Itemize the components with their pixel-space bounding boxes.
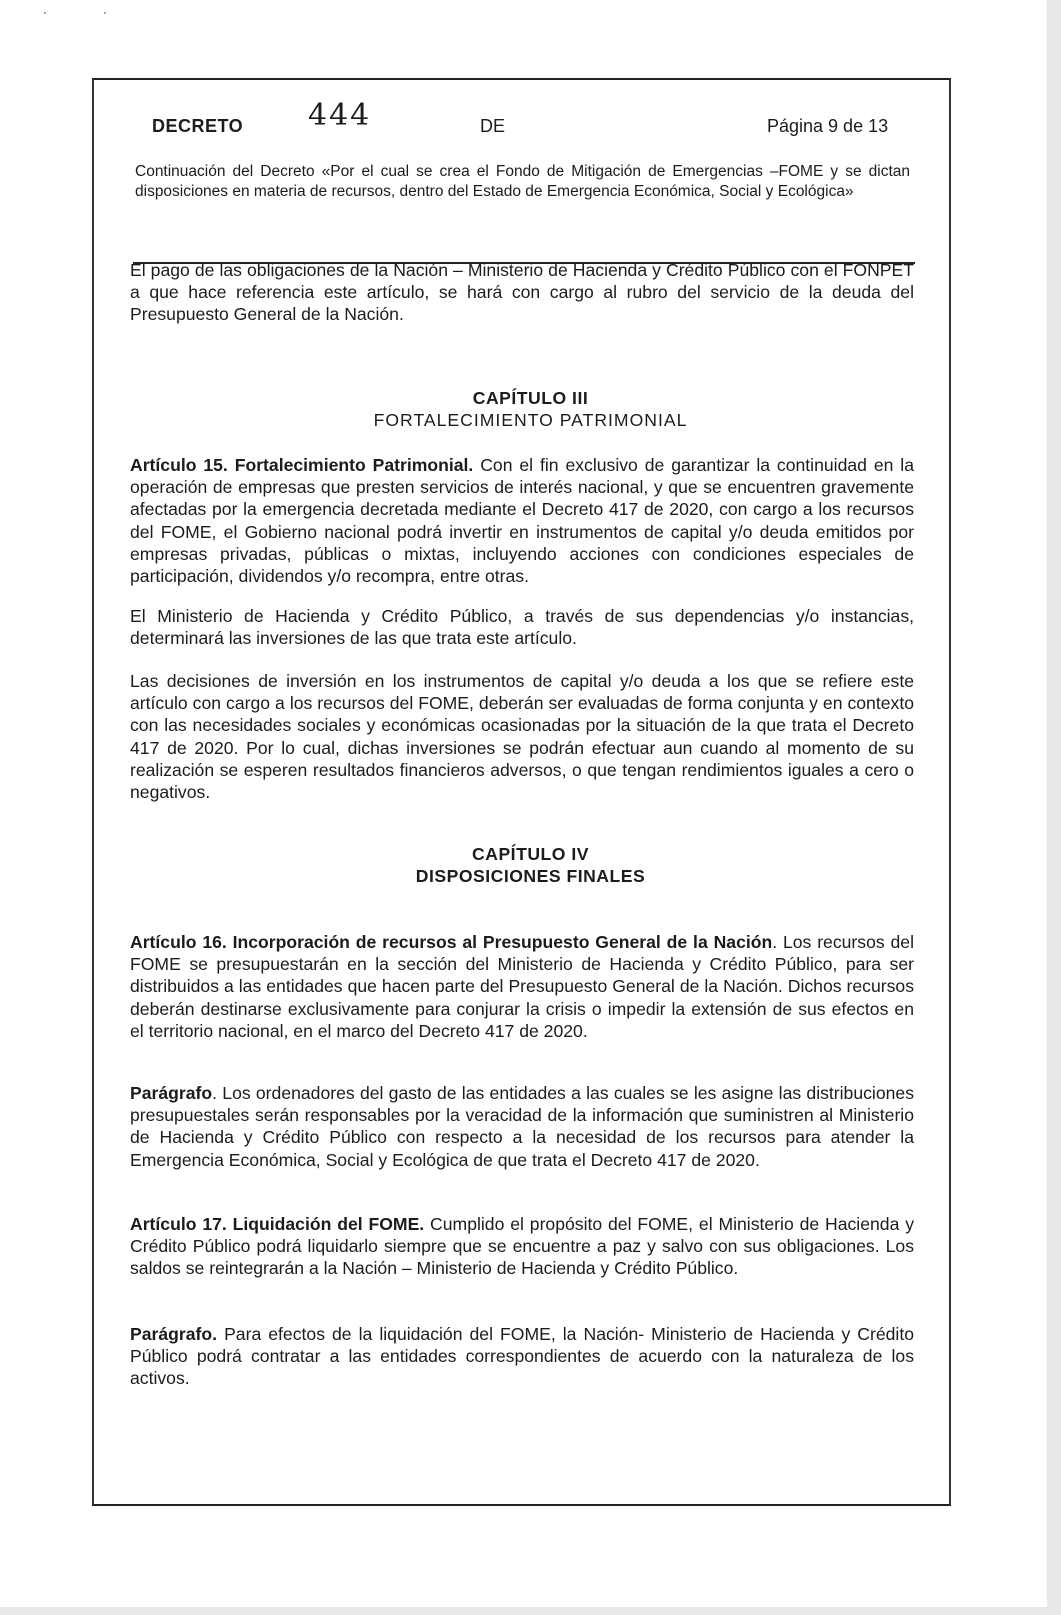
chapter-4-heading [0, 843, 1061, 887]
article-17-body: Cumplido el propósito del FOME, el Ministerio de Hacienda y Crédito Público podrá liquidarlo siempre que se encuentre a paz y salvo con sus obligaciones. Los saldos se reintegrarán a la Nación – Ministerio de Hacienda y Crédito Público. [130, 1214, 915, 1279]
page-number: Página 9 de 13 [767, 116, 889, 136]
article-17-heading: Artículo 17. Liquidación del FOME. [130, 1214, 425, 1234]
decree-header [0, 98, 1061, 142]
chapter-3-name: FORTALECIMIENTO PATRIMONIAL [373, 410, 688, 430]
article-15 [130, 454, 914, 587]
article-15-heading: Artículo 15. Fortalecimiento Patrimonial. [130, 455, 474, 475]
paragrafo-17-body: Para efectos de la liquidación del FOME, la Nación- Ministerio de Hacienda y Crédito Público podrá contratar a las entidades correspondientes de acuerdo con la naturaleza de los activos. [130, 1324, 914, 1389]
scan-speck [44, 12, 46, 14]
article-16-body: . Los recursos del FOME se presupuestarán en la sección del Ministerio de Hacienda y Crédito Público, para ser distribuidos a las entidades que hacen parte del Presupuesto General de la Nación. Dichos recursos deberán destinarse exclusivamente para conjurar la crisis o impedir la extensión de sus efectos en el territorio nacional, en el marco del Decreto 417 de 2020. [130, 932, 914, 1041]
scan-bottom-edge [0, 1607, 1061, 1615]
paragrafo-16 [130, 1082, 914, 1171]
chapter-3-heading [0, 387, 1061, 431]
chapter-4-name: DISPOSICIONES FINALES [415, 866, 646, 886]
scan-speck [104, 12, 106, 14]
scan-right-edge [1047, 0, 1061, 1615]
paragrafo-16-heading: Parágrafo [130, 1083, 213, 1103]
article-16-heading: Artículo 16. Incorporación de recursos al Presupuesto General de la Nación [130, 932, 773, 952]
article-17 [130, 1213, 914, 1280]
paragrafo-17 [130, 1323, 914, 1390]
decree-label: DECRETO [152, 116, 244, 136]
intro-paragraph: El pago de las obligaciones de la Nación – Ministerio de Hacienda y Crédito Público con el FONPET a que hace referencia este artículo, se hará con cargo al rubro del servicio de la deuda del Presupuesto General de la Nación. [130, 260, 914, 325]
paragrafo-16-body: . Los ordenadores del gasto de las entidades a las cuales se les asigne las distribuciones presupuestales serán responsables por la veracidad de la información que suministren al Ministerio de Hacienda y Crédito Público con respecto a la necesidad de los recursos para atender la Emergencia Económica, Social y Ecológica de que trata el Decreto 417 de 2020. [130, 1083, 914, 1170]
article-16 [130, 931, 914, 1042]
chapter-4-number: CAPÍTULO IV [472, 844, 589, 864]
article-15-body: Con el fin exclusivo de garantizar la continuidad en la operación de empresas que presten servicios de interés nacional, y que se encuentren gravemente afectadas por la emergencia decretada mediante el Decreto 417 de 2020, con cargo a los recursos del FOME, el Gobierno nacional podrá invertir en instrumentos de capital y/o deuda emitidos por empresas privadas, públicas o mixtas, incluyendo acciones con condiciones especiales de participación, dividendos y/o recompra, entre otras. [130, 455, 914, 587]
de-label: DE [480, 116, 506, 136]
article-15-paragraph-3: Las decisiones de inversión en los instrumentos de capital y/o deuda a los que se refiere este artículo con cargo a los recursos del FOME, deberán ser evaluadas de forma conjunta y en contexto con las necesidades sociales y económicas ocasionadas por la situación de la que trata el Decreto 417 de 2020. Por lo cual, dichas inversiones se podrán efectuar aun cuando al momento de su realización se esperen resultados financieros adversos, o que tengan rendimientos iguales a cero o negativos. [130, 671, 914, 803]
continuation-note: Continuación del Decreto «Por el cual se crea el Fondo de Mitigación de Emergencias –FOME y se dictan disposiciones en materia de recursos, dentro del Estado de Emergencia Económica, Social y Ecológica» [135, 163, 910, 200]
decree-number: 444 [308, 98, 372, 133]
article-15-paragraph-2: El Ministerio de Hacienda y Crédito Público, a través de sus dependencias y/o instancias, determinará las inversiones de las que trata este artículo. [130, 606, 914, 649]
chapter-3-number: CAPÍTULO III [472, 388, 589, 408]
paragrafo-17-heading: Parágrafo. [130, 1324, 218, 1344]
